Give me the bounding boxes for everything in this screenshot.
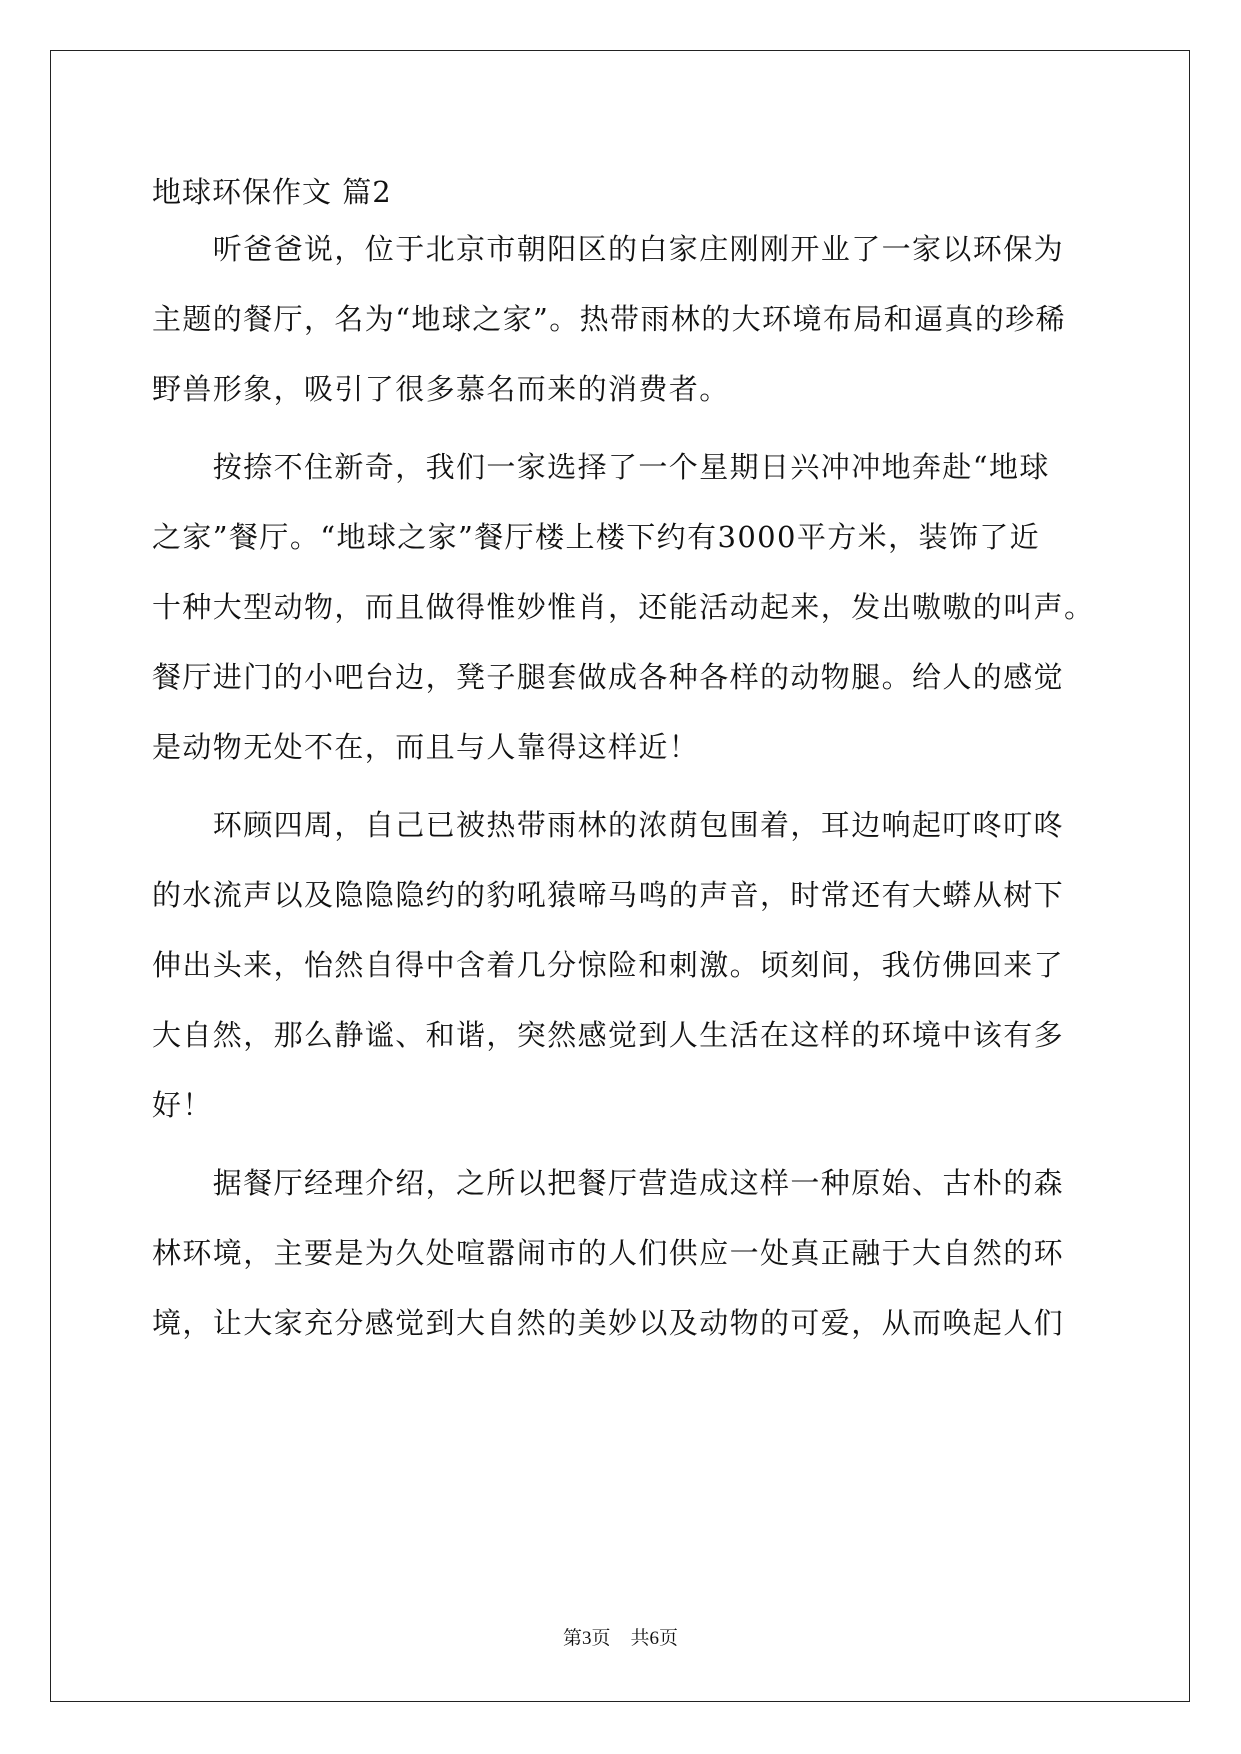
paragraph-line: 主题的餐厅，名为“地球之家”。热带雨林的大环境布局和逼真的珍稀 xyxy=(152,302,1067,336)
paragraph-line: 野兽形象，吸引了很多慕名而来的消费者。 xyxy=(152,372,730,406)
paragraph-line: 按捺不住新奇，我们一家选择了一个星期日兴冲冲地奔赴“地球 xyxy=(152,450,1050,484)
paragraph-line: 境，让大家充分感觉到大自然的美妙以及动物的可爱，从而唤起人们 xyxy=(152,1306,1065,1340)
paragraph-line: 十种大型动物，而且做得惟妙惟肖，还能活动起来，发出嗷嗷的叫声。 xyxy=(152,590,1095,624)
page-number: 第3页 xyxy=(562,1628,611,1649)
total-pages: 共6页 xyxy=(630,1628,679,1649)
document-title: 地球环保作文 篇2 xyxy=(152,175,392,209)
paragraph-line: 餐厅进门的小吧台边，凳子腿套做成各种各样的动物腿。给人的感觉 xyxy=(152,660,1065,694)
page-footer xyxy=(0,1627,1241,1651)
paragraph-line: 好！ xyxy=(152,1088,213,1122)
paragraph-line: 据餐厅经理介绍，之所以把餐厅营造成这样一种原始、古朴的森 xyxy=(152,1166,1065,1200)
paragraph-line: 环顾四周，自己已被热带雨林的浓荫包围着，耳边响起叮咚叮咚 xyxy=(152,808,1065,842)
paragraph-line: 大自然，那么静谧、和谐，突然感觉到人生活在这样的环境中该有多 xyxy=(152,1018,1065,1052)
paragraph-line: 之家”餐厅。“地球之家”餐厅楼上楼下约有3000平方米，装饰了近 xyxy=(152,520,1041,554)
paragraph-line: 林环境，主要是为久处喧嚣闹市的人们供应一处真正融于大自然的环 xyxy=(152,1236,1065,1270)
paragraph-line: 是动物无处不在，而且与人靠得这样近！ xyxy=(152,730,700,764)
paragraph-line: 听爸爸说，位于北京市朝阳区的白家庄刚刚开业了一家以环保为 xyxy=(152,232,1065,266)
paragraph-line: 伸出头来，怡然自得中含着几分惊险和刺激。顷刻间，我仿佛回来了 xyxy=(152,948,1065,982)
paragraph-line: 的水流声以及隐隐隐约的豹吼猿啼马鸣的声音，时常还有大蟒从树下 xyxy=(152,878,1065,912)
